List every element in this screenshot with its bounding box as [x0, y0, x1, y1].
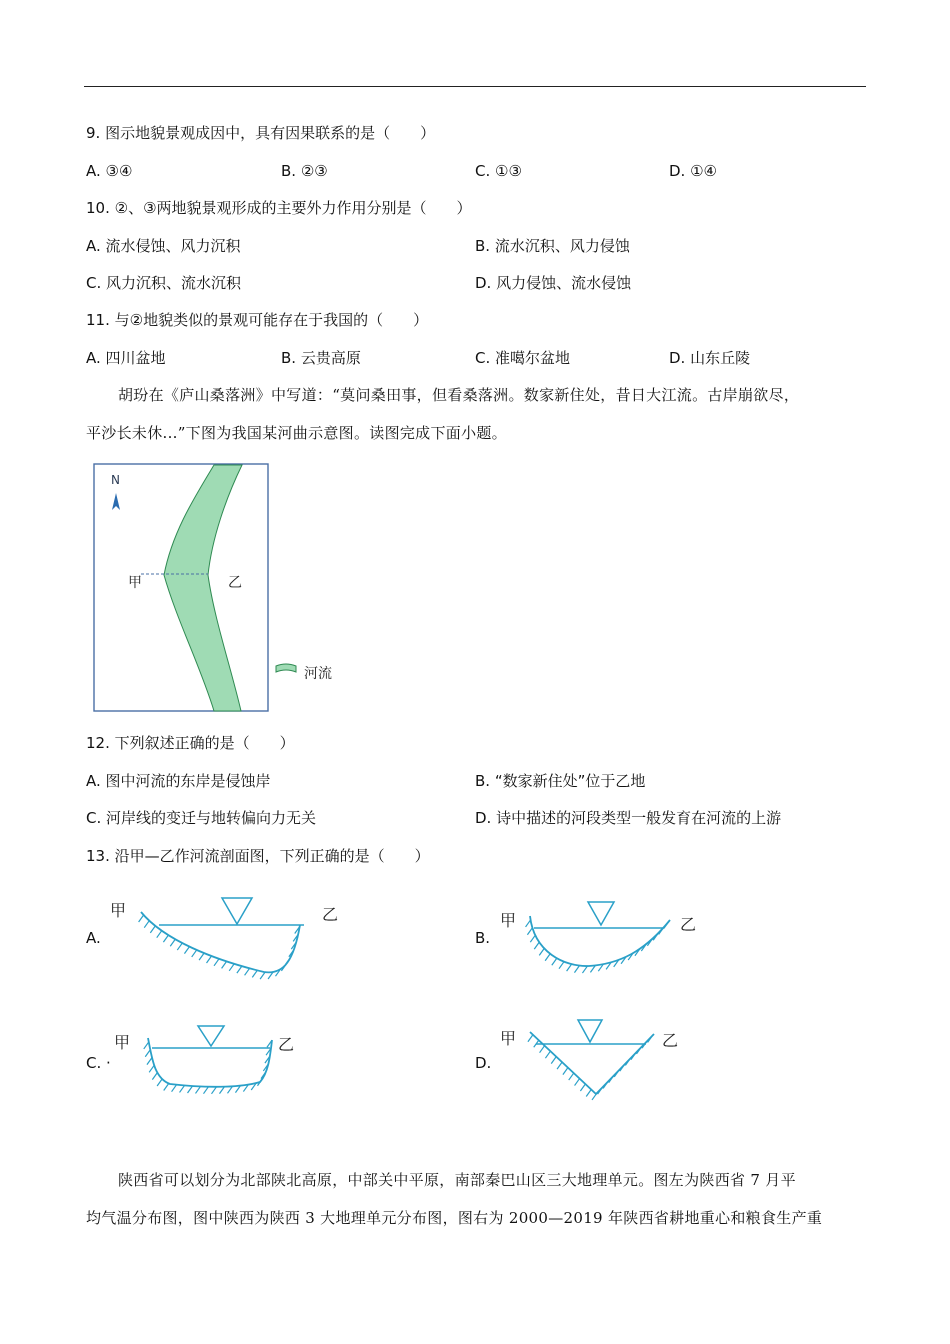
- q11-option-d[interactable]: D. 山东丘陵: [669, 349, 751, 367]
- q10-option-a[interactable]: A. 流水侵蚀、风力沉积: [86, 237, 241, 255]
- q13-option-b[interactable]: B.: [475, 929, 491, 947]
- river-bend-map: [86, 458, 356, 718]
- profile-c: [110, 1018, 310, 1098]
- q10-option-c[interactable]: C. 风力沉积、流水沉积: [86, 274, 242, 292]
- north-label: N: [111, 473, 120, 487]
- profile-d-yi: 乙: [662, 1031, 679, 1050]
- q12-option-b[interactable]: B. “数家新住处”位于乙地: [475, 772, 646, 790]
- q11-option-a[interactable]: A. 四川盆地: [86, 349, 166, 367]
- q12-option-a[interactable]: A. 图中河流的东岸是侵蚀岸: [86, 772, 271, 790]
- q11-option-c[interactable]: C. 准噶尔盆地: [475, 349, 571, 367]
- passage1-line1: 胡玢在《庐山桑落洲》中写道：“莫问桑田事，但看桑落洲。数家新住处，昔日大江流。古岸崩欲尽，: [118, 386, 800, 404]
- q12-option-d[interactable]: D. 诗中描述的河段类型一般发育在河流的上游: [475, 809, 782, 827]
- q13-option-a[interactable]: A.: [86, 929, 101, 947]
- profile-c-jia: 甲: [114, 1033, 131, 1052]
- q12-stem: 12. 下列叙述正确的是（ ）: [86, 734, 295, 752]
- q10-option-d[interactable]: D. 风力侵蚀、流水侵蚀: [475, 274, 632, 292]
- q10-stem: 10. ②、③两地貌景观形成的主要外力作用分别是（ ）: [86, 199, 472, 217]
- profile-b: [494, 892, 724, 982]
- q9-stem: 9. 图示地貌景观成因中，具有因果联系的是（ ）: [86, 124, 436, 142]
- passage2-line2: 均气温分布图，图中陕西为陕西 3 大地理单元分布图，图右为 2000—2019 年陕西省耕地重心和粮食生产重: [86, 1209, 823, 1227]
- q9-option-d[interactable]: D. ①④: [669, 162, 717, 180]
- q9-option-c[interactable]: C. ①③: [475, 162, 522, 180]
- q11-option-b[interactable]: B. 云贵高原: [281, 349, 361, 367]
- q10-option-b[interactable]: B. 流水沉积、风力侵蚀: [475, 237, 630, 255]
- profile-c-yi: 乙: [278, 1035, 295, 1054]
- legend-river-swatch: [276, 664, 296, 672]
- profile-b-yi: 乙: [680, 915, 697, 934]
- map-label-yi: 乙: [228, 575, 242, 591]
- q9-option-a[interactable]: A. ③④: [86, 162, 133, 180]
- legend-river-label: 河流: [304, 666, 332, 682]
- profile-a-yi: 乙: [322, 905, 339, 924]
- header-rule: [84, 86, 866, 87]
- q13-stem: 13. 沿甲—乙作河流剖面图，下列正确的是（ ）: [86, 847, 430, 865]
- map-label-jia: 甲: [128, 575, 142, 591]
- q9-option-b[interactable]: B. ②③: [281, 162, 328, 180]
- passage1-line2: 平沙长未休...”下图为我国某河曲示意图。读图完成下面小题。: [86, 424, 507, 442]
- q13-option-c[interactable]: C. ·: [86, 1054, 111, 1072]
- profile-a-jia: 甲: [110, 901, 127, 920]
- passage2-line1: 陕西省可以划分为北部陕北高原，中部关中平原，南部秦巴山区三大地理单元。图左为陕西省 7 月平: [118, 1171, 796, 1189]
- q12-option-c[interactable]: C. 河岸线的变迁与地转偏向力无关: [86, 809, 317, 827]
- profile-a: [104, 890, 344, 990]
- profile-d-jia: 甲: [500, 1029, 517, 1048]
- q11-stem: 11. 与②地貌类似的景观可能存在于我国的（ ）: [86, 311, 429, 329]
- profile-d: [496, 1014, 696, 1104]
- profile-b-jia: 甲: [500, 911, 517, 930]
- q13-option-d[interactable]: D.: [475, 1054, 492, 1072]
